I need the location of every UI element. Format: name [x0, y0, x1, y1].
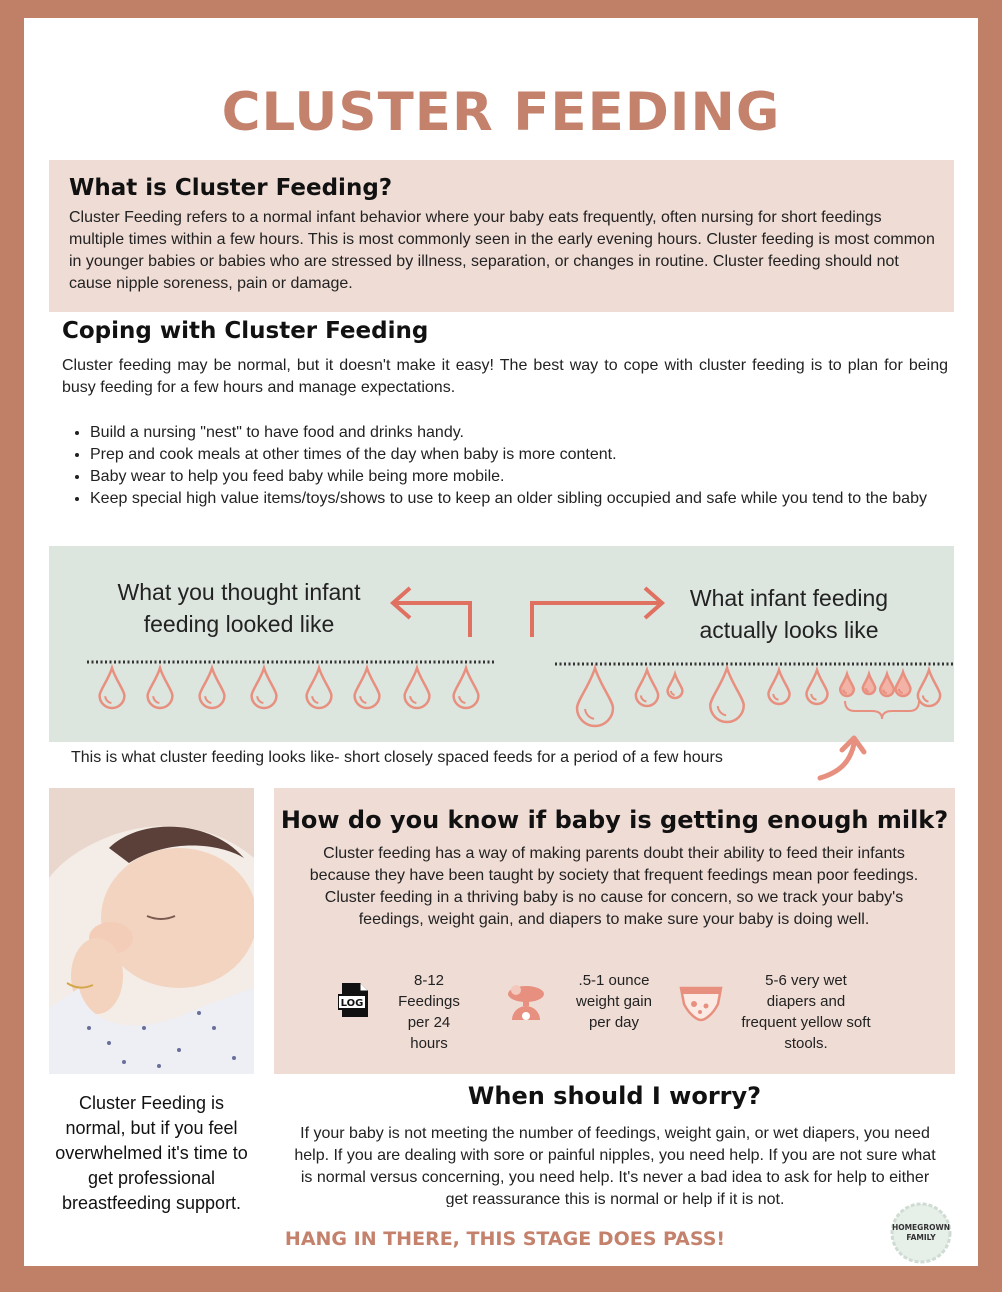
thought-feeding-label: What you thought infant feeding looked like: [117, 579, 361, 637]
droplet-highlight: [459, 696, 465, 703]
stat-line: Feedings: [398, 993, 460, 1010]
droplet-icon: [896, 672, 911, 696]
curved-arrow-icon: [814, 726, 874, 788]
droplet-icon: [577, 668, 613, 726]
stat-line: .5-1 ounce: [578, 972, 650, 989]
diaper-stat: [726, 970, 886, 1054]
droplet-icon: [307, 668, 332, 708]
droplet-highlight: [257, 696, 263, 703]
diaper-icon: [678, 982, 724, 1024]
droplet-highlight: [153, 696, 159, 703]
cluster-caption: This is what cluster feeding looks like- short closely spaced feeds for a period of a few hours: [71, 749, 723, 766]
feeding-comparison: [49, 546, 954, 742]
log-file-icon: [338, 981, 372, 1019]
droplet-highlight: [923, 695, 929, 701]
droplet-highlight: [105, 696, 111, 703]
svg-text:FAMILY: FAMILY: [906, 1233, 936, 1242]
stat-line: stools.: [784, 1035, 828, 1052]
list-item: • Build a nursing "nest" to have food and drinks handy.: [90, 422, 970, 444]
droplet-highlight: [585, 709, 594, 719]
coping-heading: Coping with Cluster Feeding: [62, 318, 429, 344]
svg-text:LOG: LOG: [340, 998, 364, 1009]
scale-icon: [502, 980, 550, 1024]
droplet-icon: [454, 668, 479, 708]
droplet-highlight: [360, 696, 366, 703]
infographic-page: [24, 18, 978, 1266]
worry-heading: When should I worry?: [467, 1082, 762, 1110]
droplet-icon: [863, 674, 875, 694]
weight-gain-stat: [564, 970, 664, 1033]
what-is-body: Cluster Feeding refers to a normal infant behavior where your baby eats frequently, often nursing for short feedings multiple times within a few hours. This is most commonly seen in the early evening hours. Cluster feeding is most common in younger babies or babies who are stressed by illness, separation, or changes in routine. Cluster feeding should not cause nipple soreness, pain or damage.: [69, 209, 935, 292]
droplet-icon: [840, 674, 854, 696]
droplet-highlight: [205, 696, 211, 703]
coping-tips-list: [68, 422, 970, 510]
feedings-stat: [384, 970, 474, 1054]
stat-line: hours: [410, 1035, 448, 1052]
enough-milk-section: [274, 788, 955, 1074]
droplet-highlight: [641, 695, 647, 701]
stat-line: per day: [588, 1014, 640, 1031]
droplet-icon: [880, 674, 894, 696]
nursing-baby-photo: [49, 788, 254, 1074]
stat-line: frequent yellow soft: [741, 1014, 871, 1031]
list-item: • Keep special high value items/toys/shows to use to keep an older sibling occupied and safe while you tend to the baby: [90, 488, 970, 510]
stat-line: 5-6 very wet: [765, 972, 847, 989]
stat-line: 8-12: [413, 972, 445, 989]
droplet-highlight: [773, 694, 778, 700]
actual-feeding-label: What infant feeding actually looks like: [689, 585, 889, 643]
coping-body: Cluster feeding may be normal, but it doesn't make it easy! The best way to cope with cluster feeding is to plan for being busy feeding for a few hours and manage expectations.: [62, 357, 948, 396]
droplet-highlight: [410, 696, 416, 703]
what-is-heading: What is Cluster Feeding?: [69, 175, 393, 201]
stat-line: diapers and: [766, 993, 846, 1010]
list-item: • Prep and cook meals at other times of the day when baby is more content.: [90, 444, 970, 466]
droplet-highlight: [312, 696, 318, 703]
right-arrow-icon: [532, 588, 662, 637]
droplet-highlight: [671, 691, 675, 695]
cluster-bracket: [845, 701, 919, 719]
stat-line: weight gain: [576, 993, 652, 1010]
droplet-icon: [768, 670, 789, 704]
droplet-icon: [636, 670, 658, 706]
droplet-icon: [710, 668, 743, 722]
left-arrow-icon: [393, 588, 470, 637]
droplet-icon: [806, 670, 827, 704]
enough-milk-heading: How do you know if baby is getting enough milk?: [280, 806, 949, 834]
droplet-icon: [355, 668, 380, 708]
droplet-icon: [918, 670, 940, 706]
droplet-icon: [252, 668, 277, 708]
droplet-highlight: [718, 706, 726, 715]
svg-text:HOMEGROWN: HOMEGROWN: [891, 1223, 951, 1232]
droplet-highlight: [811, 694, 816, 700]
enough-milk-body: Cluster feeding has a way of making parents doubt their ability to feed their infants because they have been taught by society that frequent feedings mean poor feedings. Cluster feeding in a thriving baby is no cause for concern, so we track your baby's feedings, weight gain, and diapers to make sure your baby is doing well.: [309, 845, 919, 928]
page-title: CLUSTER FEEDING: [221, 82, 781, 143]
homegrown-family-logo: [890, 1202, 952, 1264]
list-item: • Baby wear to help you feed baby while being more mobile.: [90, 466, 970, 488]
worry-body: If your baby is not meeting the number of feedings, weight gain, or wet diapers, you need help. If you are dealing with sore or painful nipples, you need help. If you are not sure what is normal versus concerning, you need help. It's never a bad idea to ask for help to either get reassurance this is normal or help if it is not.: [294, 1125, 936, 1207]
stat-line: per 24: [407, 1014, 451, 1031]
photo-caption: Cluster Feeding is normal, but if you feel overwhelmed it's time to get professional breastfeeding support.: [55, 1093, 248, 1213]
what-is-section: [49, 160, 954, 312]
footer-message: HANG IN THERE, THIS STAGE DOES PASS!: [284, 1228, 726, 1250]
droplet-icon: [668, 674, 683, 698]
droplet-icon: [148, 668, 173, 708]
droplet-icon: [200, 668, 225, 708]
droplet-icon: [405, 668, 430, 708]
droplet-icon: [100, 668, 125, 708]
